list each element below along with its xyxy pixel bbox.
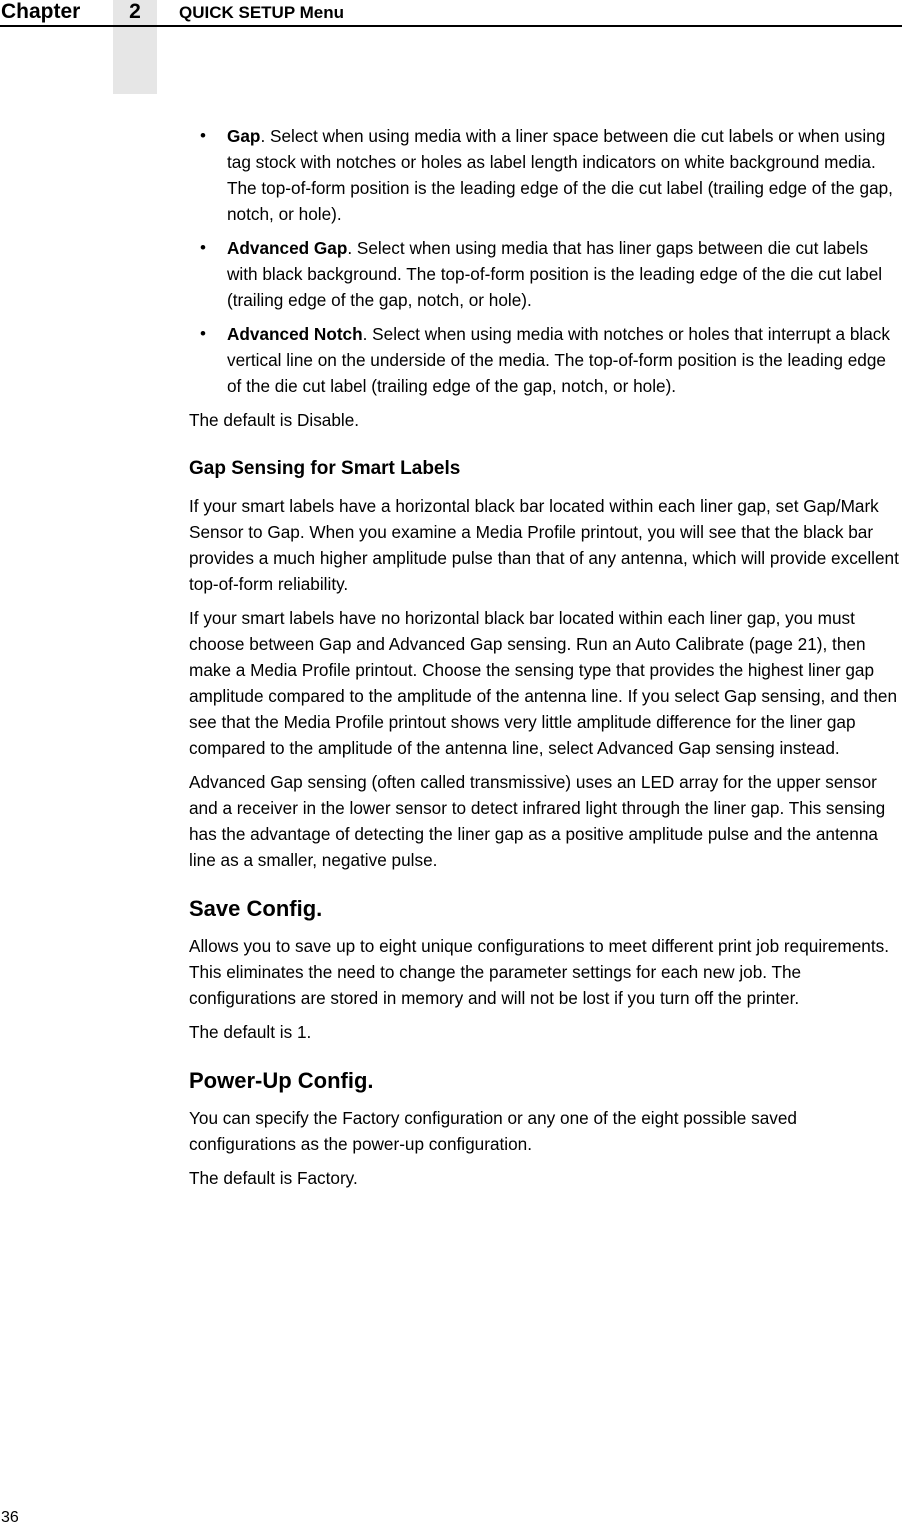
save-config-description: Allows you to save up to eight unique configurations to meet different print job requirements. This eliminates the need to change the parameter settings for each new job. The configurations are stored in memory and will not be lost if you turn off the printer. xyxy=(189,936,890,1008)
option-term: Advanced Gap xyxy=(227,238,348,258)
option-description: . Select when using media that has liner gaps between die cut labels with black background. The top-of-form position is the leading edge of the die cut label (trailing edge of the gap, notch, or hole). xyxy=(227,238,883,310)
save-config-default: The default is 1. xyxy=(189,1022,312,1042)
gap-sensing-paragraph: If your smart labels have no horizontal black bar located within each liner gap, you must choose between Gap and Advanced Gap sensing. Run an Auto Calibrate (page 21), then make a Media Profile printout. Choose the sensing type that provides the highest liner gap amplitude compared to the amplitude of the antenna line. If you select Gap sensing, and then see that the Media Profile printout shows very little amplitude difference for the liner gap compared to the amplitude of the antenna line, select Advanced Gap sensing instead. xyxy=(189,608,898,758)
sensor-options-list xyxy=(189,123,901,399)
default-disable-text: The default is Disable. xyxy=(189,410,360,430)
gap-sensing-heading: Gap Sensing for Smart Labels xyxy=(189,458,461,479)
option-term: Advanced Notch xyxy=(227,324,363,344)
powerup-config-description: You can specify the Factory configuration or any one of the eight possible saved configurations as the power-up configuration. xyxy=(189,1108,797,1154)
list-item-gap xyxy=(189,123,901,227)
list-item-advanced-notch xyxy=(189,321,901,399)
list-item-advanced-gap xyxy=(189,235,901,313)
option-description: . Select when using media with notches or holes that interrupt a black vertical line on the underside of the media. The top-of-form position is the leading edge of the die cut label (trailing edge of the gap, notch, or hole). xyxy=(227,324,890,396)
bullet-icon: • xyxy=(200,238,206,257)
gap-sensing-paragraph: If your smart labels have a horizontal black bar located within each liner gap, set Gap/Mark Sensor to Gap. When you examine a Media Profile printout, you will see that the black bar provides a much higher amplitude pulse than that of any antenna, which will provide excellent top-of-form reliability. xyxy=(189,496,899,594)
header-divider xyxy=(0,25,902,27)
page-number: 36 xyxy=(1,1509,19,1526)
save-config-heading: Save Config. xyxy=(189,896,323,921)
bullet-icon: • xyxy=(200,126,206,145)
menu-title: QUICK SETUP Menu xyxy=(179,3,344,22)
chapter-label: Chapter xyxy=(1,0,81,23)
chapter-tab xyxy=(113,0,157,94)
chapter-number: 2 xyxy=(129,0,141,23)
gap-sensing-paragraph: Advanced Gap sensing (often called transmissive) uses an LED array for the upper sensor and a receiver in the lower sensor to detect infrared light through the liner gap. This sensing has the advantage of detecting the liner gap as a positive amplitude pulse and the antenna line as a smaller, negative pulse. xyxy=(189,772,886,870)
page-content xyxy=(189,123,901,1199)
bullet-icon: • xyxy=(200,324,206,343)
option-description: . Select when using media with a liner space between die cut labels or when using tag stock with notches or holes as label length indicators on white background media. The top-of-form position is the leading edge of the die cut label (trailing edge of the gap, notch, or hole). xyxy=(227,126,893,224)
option-term: Gap xyxy=(227,126,261,146)
powerup-config-heading: Power-Up Config. xyxy=(189,1068,374,1093)
powerup-config-default: The default is Factory. xyxy=(189,1168,358,1188)
